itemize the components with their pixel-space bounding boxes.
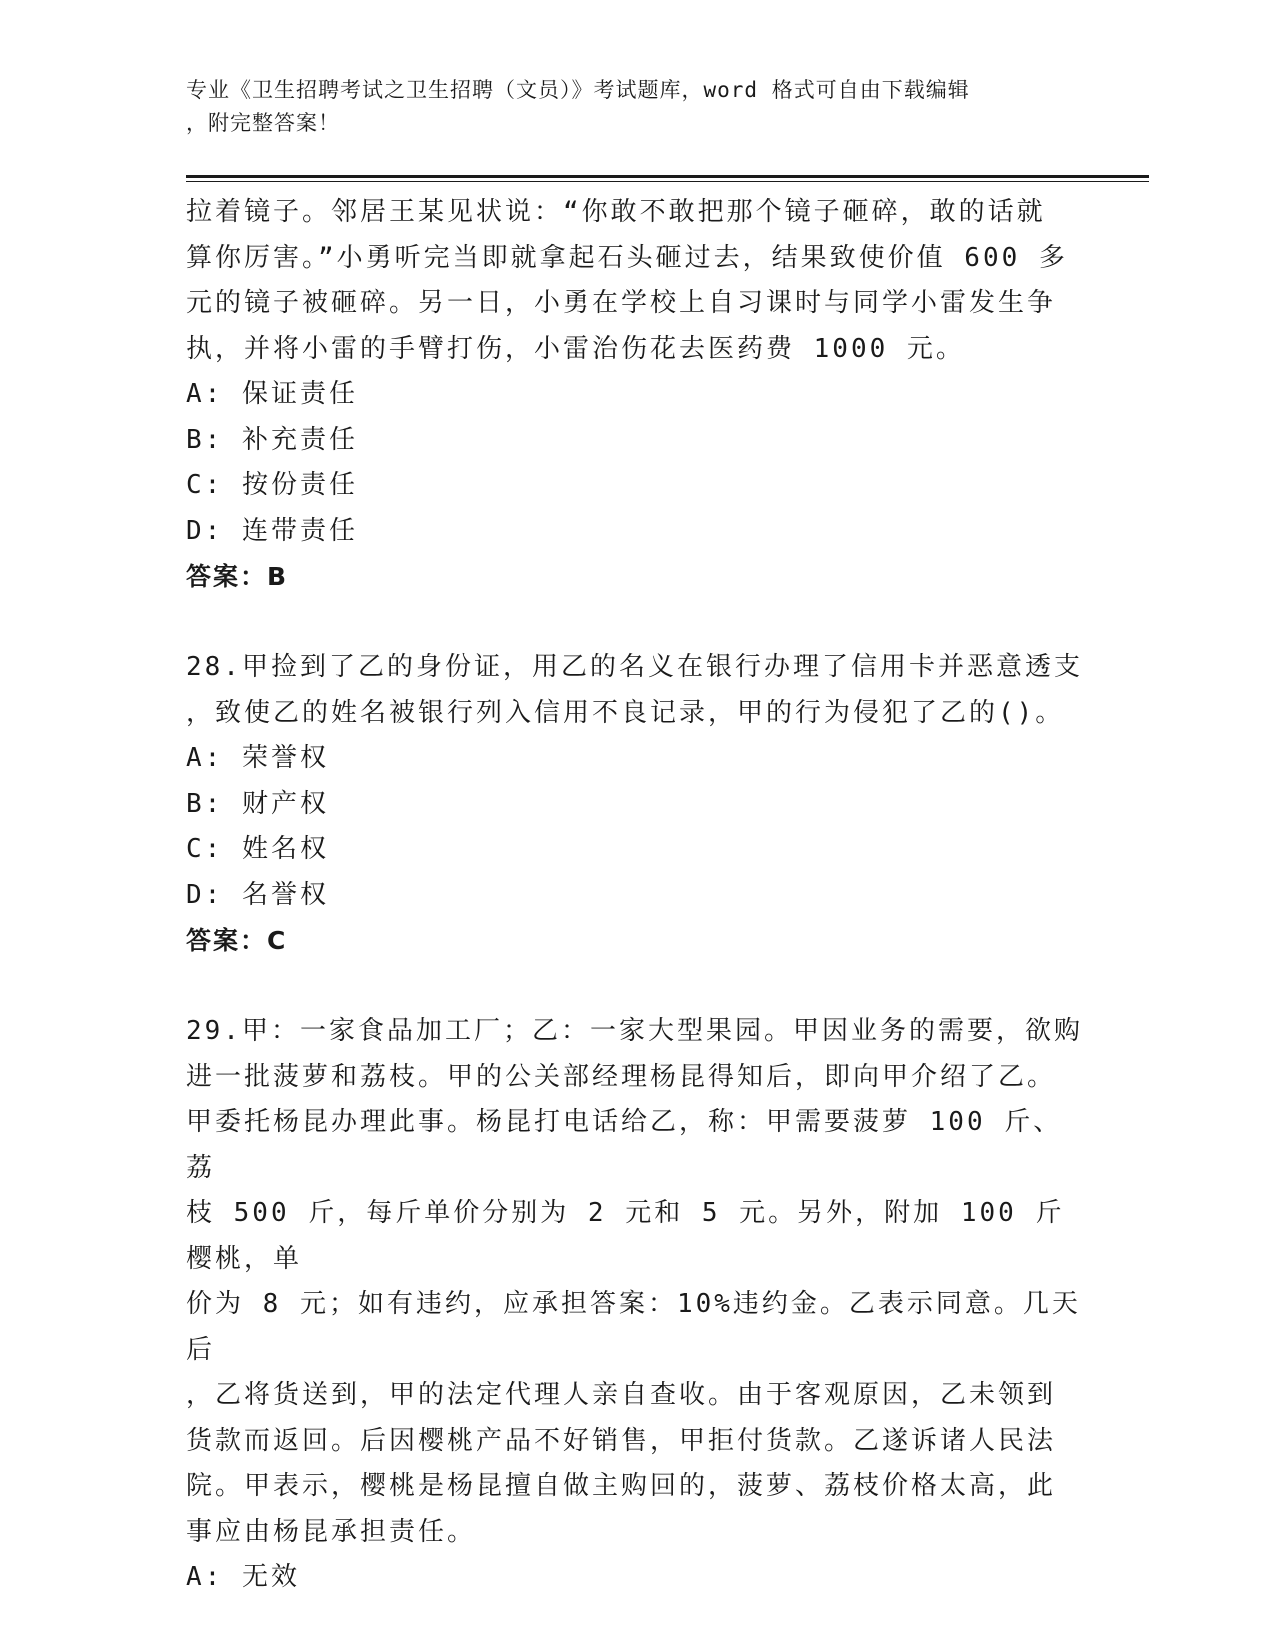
option-d: D: 名誉权	[186, 879, 329, 910]
option-b: B: 财产权	[186, 788, 329, 819]
question-text-line: 枝 500 斤，每斤单价分别为 2 元和 5 元。另外，附加 100 斤樱桃，单	[186, 1198, 1065, 1274]
question-text-line: 货款而返回。后因樱桃产品不好销售，甲拒付货款。乙遂诉诸人民法	[186, 1425, 1057, 1456]
spacer	[186, 600, 1086, 646]
question-text-line: 执，并将小雷的手臂打伤，小雷治伤花去医药费 1000 元。	[186, 333, 965, 364]
option-a: A: 保证责任	[186, 379, 358, 409]
document-body	[186, 190, 1086, 1601]
question-text-line: 进一批菠萝和荔枝。甲的公关部经理杨昆得知后，即向甲介绍了乙。	[186, 1061, 1057, 1092]
question-text-line: 拉着镜子。邻居王某见状说：“你敢不敢把那个镜子砸碎，敢的话就	[186, 197, 1046, 227]
question-block-28	[186, 645, 1086, 964]
question-text-line: 甲委托杨昆办理此事。杨昆打电话给乙，称：甲需要菠萝 100 斤、荔	[186, 1107, 1063, 1183]
answer-line: 答案：C	[186, 926, 288, 955]
question-block-29	[186, 1009, 1086, 1601]
question-text-line: 元的镜子被砸碎。另一日，小勇在学校上自习课时与同学小雷发生争	[186, 288, 1057, 318]
question-text-line: ，致使乙的姓名被银行列入信用不良记录，甲的行为侵犯了乙的()。	[186, 697, 1065, 728]
option-a: A: 荣誉权	[186, 743, 329, 773]
question-text-line: 院。甲表示，樱桃是杨昆擅自做主购回的，菠萝、荔枝价格太高，此	[186, 1471, 1057, 1501]
question-text-line: 算你厉害。”小勇听完当即就拿起石头砸过去，结果致使价值 600 多	[186, 242, 1068, 273]
question-text-line: 事应由杨昆承担责任。	[186, 1516, 477, 1547]
option-b: B: 补充责任	[186, 424, 358, 455]
question-text-line: 28.甲捡到了乙的身份证，用乙的名义在银行办理了信用卡并恶意透支	[186, 652, 1083, 682]
option-c: C: 按份责任	[186, 470, 358, 500]
option-a: A: 无效	[186, 1562, 300, 1592]
answer-line: 答案：B	[186, 562, 289, 591]
question-text-line: 29.甲：一家食品加工厂；乙：一家大型果园。甲因业务的需要，欲购	[186, 1016, 1083, 1046]
header-rule-thin	[186, 181, 1149, 182]
spacer	[186, 964, 1086, 1010]
question-text-line: ，乙将货送到，甲的法定代理人亲自查收。由于客观原因，乙未领到	[186, 1380, 1057, 1410]
option-c: C: 姓名权	[186, 834, 329, 864]
document-header: 专业《卫生招聘考试之卫生招聘（文员）》考试题库，word 格式可自由下载编辑 ，附完整答案！	[186, 78, 970, 135]
question-block-continued	[186, 190, 1086, 600]
header-rule-thick	[186, 175, 1149, 178]
question-text-line: 价为 8 元；如有违约，应承担答案：10%违约金。乙表示同意。几天后	[186, 1289, 1081, 1365]
option-d: D: 连带责任	[186, 515, 358, 546]
